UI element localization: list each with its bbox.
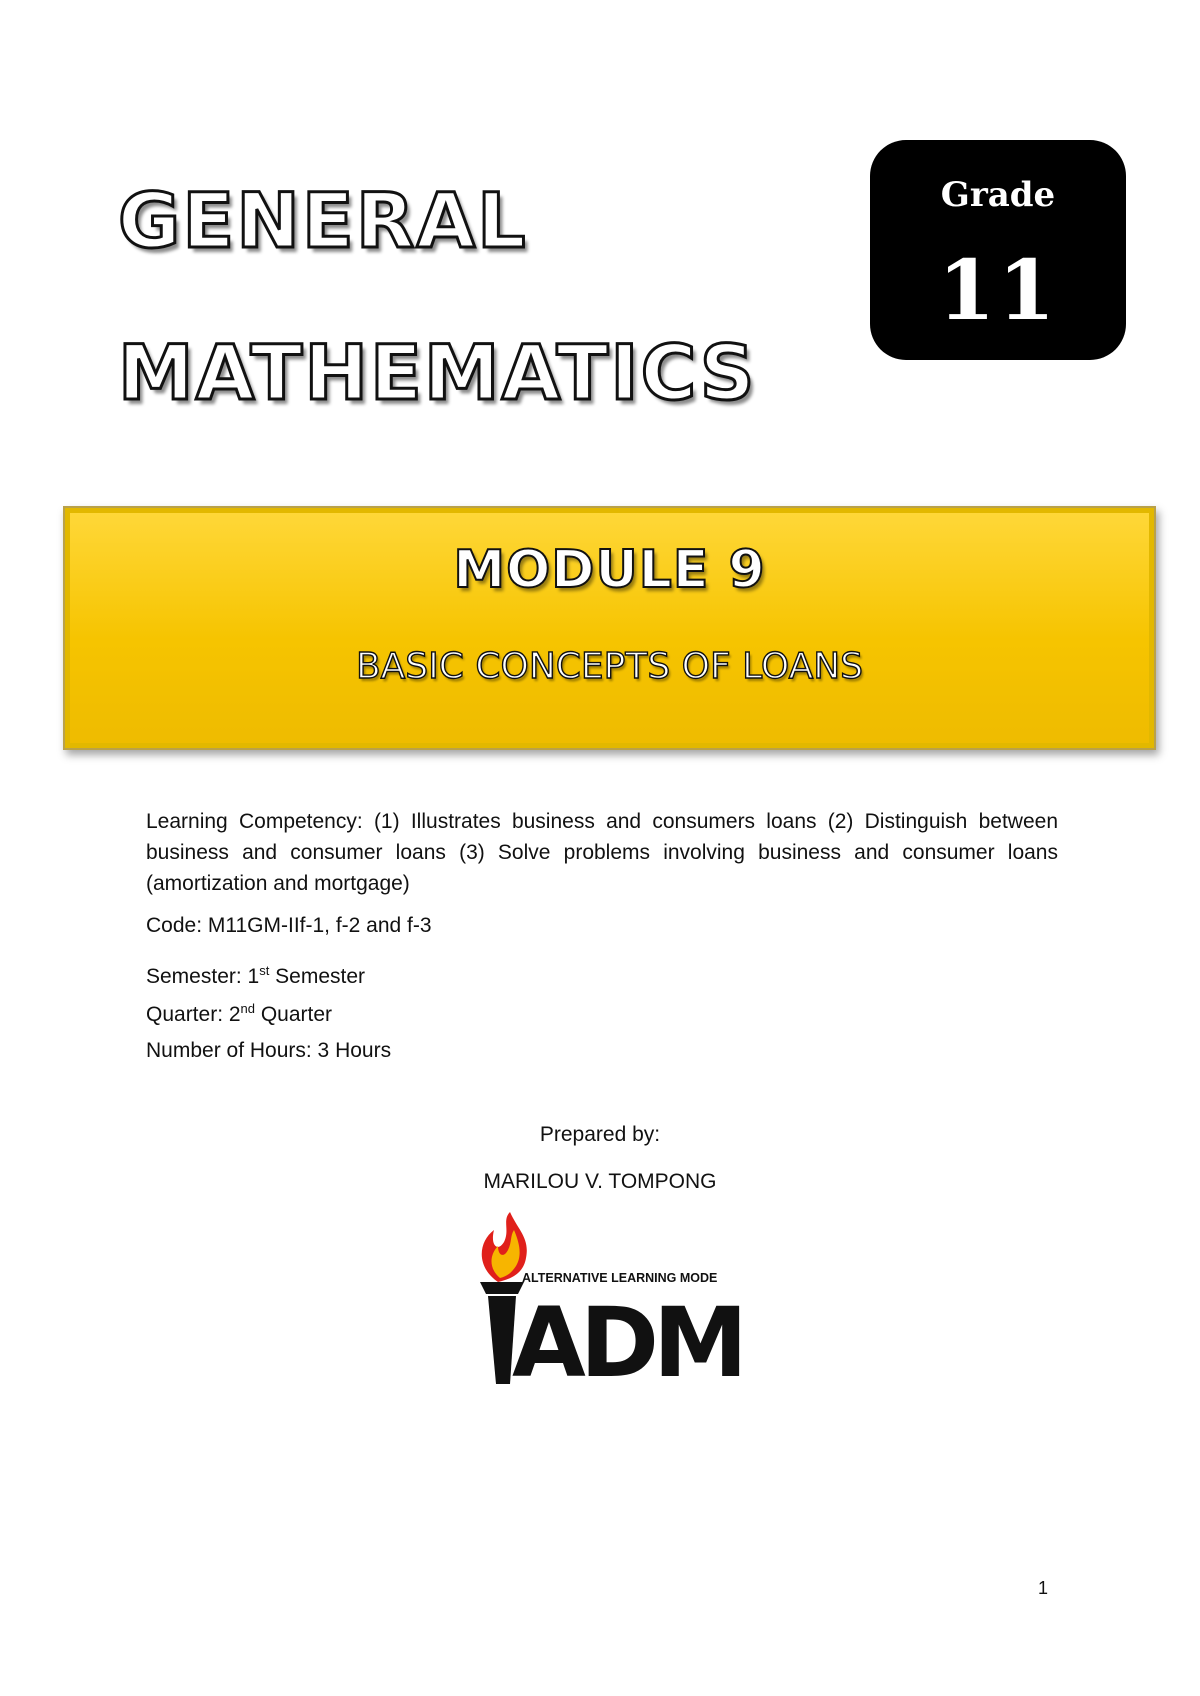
- semester-ordinal: st: [259, 963, 270, 978]
- grade-badge: [870, 140, 1126, 360]
- page-number: 1: [1038, 1578, 1049, 1598]
- grade-label: Grade: [940, 175, 1056, 215]
- module-banner: [63, 506, 1156, 750]
- title-line-mathematics: MATHEMATICS: [118, 328, 757, 417]
- quarter-line: [146, 1003, 1058, 1027]
- module-subtitle: BASIC CONCEPTS OF LOANS: [355, 646, 864, 687]
- semester-label: Semester: 1: [146, 965, 260, 988]
- competency-code: Code: M11GM-IIf-1, f-2 and f-3: [146, 914, 432, 937]
- semester-line: [146, 965, 1058, 989]
- learning-competency: Learning Competency: (1) Illustrates business and consumers loans (2) Distinguish between business and consumer loans (3) Solve problems involving business and consumer loans (amortization and mortgage): [146, 810, 1058, 895]
- module-title: MODULE 9: [453, 540, 766, 600]
- semester-suffix: Semester: [269, 965, 366, 988]
- grade-number: 11: [937, 243, 1059, 339]
- number-of-hours: Number of Hours: 3 Hours: [146, 1039, 392, 1062]
- logo-wordmark: ADM: [512, 1287, 742, 1392]
- quarter-suffix: Quarter: [255, 1003, 333, 1026]
- author-name: MARILOU V. TOMPONG: [483, 1170, 717, 1193]
- prepared-by-label: Prepared by:: [539, 1123, 661, 1146]
- title-line-general: GENERAL: [118, 176, 528, 265]
- quarter-label: Quarter: 2: [146, 1003, 241, 1026]
- adm-logo: [458, 1212, 778, 1392]
- quarter-ordinal: nd: [240, 1001, 256, 1016]
- logo-tagline: ALTERNATIVE LEARNING MODE: [522, 1271, 718, 1285]
